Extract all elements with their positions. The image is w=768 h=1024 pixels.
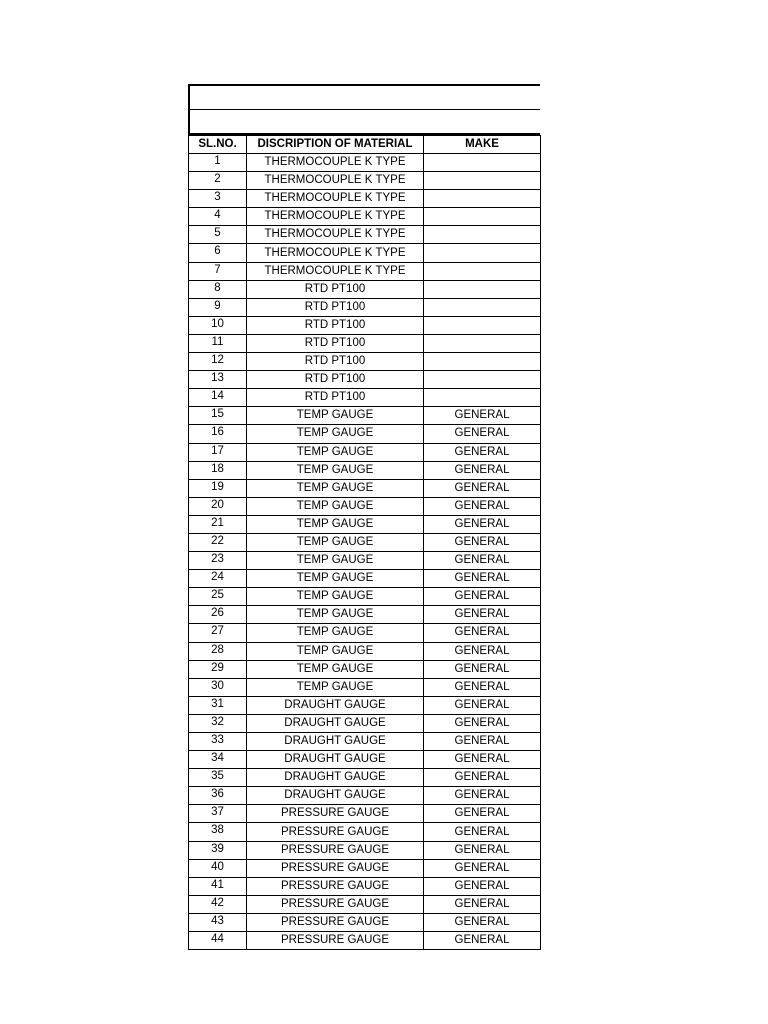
sl-no-cell: 29 — [189, 660, 247, 678]
sl-no-cell: 11 — [189, 334, 247, 352]
make-cell: GENERAL — [424, 515, 541, 533]
sl-no-cell: 39 — [189, 841, 247, 859]
table-body — [189, 154, 541, 950]
sl-no-cell: 17 — [189, 443, 247, 461]
sl-no-cell: 43 — [189, 913, 247, 931]
description-cell: PRESSURE GAUGE — [247, 841, 424, 859]
table-row — [189, 298, 541, 316]
make-cell: GENERAL — [424, 877, 541, 895]
make-cell — [424, 298, 541, 316]
table-row — [189, 642, 541, 660]
description-cell: PRESSURE GAUGE — [247, 932, 424, 950]
table-row — [189, 533, 541, 551]
make-cell — [424, 208, 541, 226]
sl-no-cell: 31 — [189, 696, 247, 714]
table-row — [189, 570, 541, 588]
table-row — [189, 389, 541, 407]
table-row — [189, 425, 541, 443]
description-cell: RTD PT100 — [247, 371, 424, 389]
sl-no-cell: 6 — [189, 244, 247, 262]
description-cell: DRAUGHT GAUGE — [247, 751, 424, 769]
sl-no-cell: 2 — [189, 172, 247, 190]
description-cell: DRAUGHT GAUGE — [247, 733, 424, 751]
make-cell: GENERAL — [424, 678, 541, 696]
table-row — [189, 407, 541, 425]
sl-no-cell: 10 — [189, 316, 247, 334]
make-cell: GENERAL — [424, 769, 541, 787]
sl-no-cell: 12 — [189, 353, 247, 371]
description-cell: TEMP GAUGE — [247, 588, 424, 606]
make-cell — [424, 334, 541, 352]
make-cell: GENERAL — [424, 859, 541, 877]
sl-no-cell: 9 — [189, 298, 247, 316]
table-row — [189, 172, 541, 190]
table-row — [189, 714, 541, 732]
sl-no-cell: 36 — [189, 787, 247, 805]
make-cell — [424, 353, 541, 371]
table-row — [189, 588, 541, 606]
sl-no-cell: 1 — [189, 154, 247, 172]
description-cell: PRESSURE GAUGE — [247, 805, 424, 823]
sl-no-cell: 14 — [189, 389, 247, 407]
description-cell: TEMP GAUGE — [247, 479, 424, 497]
make-cell: GENERAL — [424, 696, 541, 714]
table-row — [189, 353, 541, 371]
sl-no-cell: 19 — [189, 479, 247, 497]
description-cell: THERMOCOUPLE K TYPE — [247, 208, 424, 226]
make-cell: GENERAL — [424, 407, 541, 425]
table-row — [189, 678, 541, 696]
table-row — [189, 208, 541, 226]
description-cell: TEMP GAUGE — [247, 570, 424, 588]
description-cell: PRESSURE GAUGE — [247, 895, 424, 913]
sl-no-cell: 22 — [189, 533, 247, 551]
table-row — [189, 334, 541, 352]
sl-no-cell: 5 — [189, 226, 247, 244]
table-row — [189, 787, 541, 805]
column-header-description: DISCRIPTION OF MATERIAL — [247, 136, 424, 154]
table-row — [189, 497, 541, 515]
make-cell: GENERAL — [424, 733, 541, 751]
sl-no-cell: 21 — [189, 515, 247, 533]
sl-no-cell: 41 — [189, 877, 247, 895]
description-cell: TEMP GAUGE — [247, 678, 424, 696]
table-row — [189, 913, 541, 931]
material-sheet — [188, 84, 540, 950]
make-cell: GENERAL — [424, 895, 541, 913]
make-cell: GENERAL — [424, 823, 541, 841]
description-cell: TEMP GAUGE — [247, 624, 424, 642]
table-row — [189, 461, 541, 479]
table-row — [189, 841, 541, 859]
sl-no-cell: 33 — [189, 733, 247, 751]
sl-no-cell: 20 — [189, 497, 247, 515]
table-row — [189, 443, 541, 461]
description-cell: RTD PT100 — [247, 334, 424, 352]
sl-no-cell: 15 — [189, 407, 247, 425]
table-row — [189, 371, 541, 389]
table-row — [189, 190, 541, 208]
table-row — [189, 733, 541, 751]
make-cell — [424, 226, 541, 244]
make-cell — [424, 262, 541, 280]
sl-no-cell: 30 — [189, 678, 247, 696]
make-cell — [424, 172, 541, 190]
make-cell: GENERAL — [424, 660, 541, 678]
make-cell: GENERAL — [424, 642, 541, 660]
make-cell: GENERAL — [424, 714, 541, 732]
description-cell: RTD PT100 — [247, 298, 424, 316]
make-cell: GENERAL — [424, 461, 541, 479]
table-row — [189, 660, 541, 678]
table-row — [189, 552, 541, 570]
sl-no-cell: 27 — [189, 624, 247, 642]
sl-no-cell: 28 — [189, 642, 247, 660]
column-header-sl-no: SL.NO. — [189, 136, 247, 154]
description-cell: TEMP GAUGE — [247, 515, 424, 533]
make-cell: GENERAL — [424, 841, 541, 859]
table-row — [189, 859, 541, 877]
make-cell: GENERAL — [424, 570, 541, 588]
table-row — [189, 606, 541, 624]
sl-no-cell: 3 — [189, 190, 247, 208]
description-cell: RTD PT100 — [247, 389, 424, 407]
description-cell: TEMP GAUGE — [247, 606, 424, 624]
make-cell — [424, 389, 541, 407]
make-cell — [424, 316, 541, 334]
make-cell: GENERAL — [424, 497, 541, 515]
sl-no-cell: 42 — [189, 895, 247, 913]
description-cell: TEMP GAUGE — [247, 533, 424, 551]
material-table — [188, 135, 541, 950]
description-cell: TEMP GAUGE — [247, 497, 424, 515]
make-cell: GENERAL — [424, 533, 541, 551]
description-cell: DRAUGHT GAUGE — [247, 787, 424, 805]
description-cell: TEMP GAUGE — [247, 407, 424, 425]
sl-no-cell: 8 — [189, 280, 247, 298]
sl-no-cell: 23 — [189, 552, 247, 570]
description-cell: THERMOCOUPLE K TYPE — [247, 244, 424, 262]
make-cell — [424, 371, 541, 389]
sl-no-cell: 32 — [189, 714, 247, 732]
sheet-title-row-2 — [188, 110, 540, 135]
make-cell: GENERAL — [424, 443, 541, 461]
sl-no-cell: 40 — [189, 859, 247, 877]
sl-no-cell: 13 — [189, 371, 247, 389]
table-row — [189, 226, 541, 244]
table-row — [189, 823, 541, 841]
sheet-title-row-1 — [188, 84, 540, 110]
description-cell: TEMP GAUGE — [247, 443, 424, 461]
column-header-make: MAKE — [424, 136, 541, 154]
table-row — [189, 515, 541, 533]
make-cell — [424, 280, 541, 298]
sl-no-cell: 35 — [189, 769, 247, 787]
sl-no-cell: 34 — [189, 751, 247, 769]
sl-no-cell: 25 — [189, 588, 247, 606]
make-cell: GENERAL — [424, 552, 541, 570]
table-row — [189, 479, 541, 497]
make-cell — [424, 190, 541, 208]
make-cell: GENERAL — [424, 425, 541, 443]
make-cell: GENERAL — [424, 913, 541, 931]
sl-no-cell: 44 — [189, 932, 247, 950]
description-cell: DRAUGHT GAUGE — [247, 714, 424, 732]
make-cell — [424, 154, 541, 172]
table-row — [189, 244, 541, 262]
description-cell: THERMOCOUPLE K TYPE — [247, 190, 424, 208]
make-cell: GENERAL — [424, 479, 541, 497]
table-row — [189, 624, 541, 642]
table-row — [189, 751, 541, 769]
make-cell: GENERAL — [424, 606, 541, 624]
description-cell: PRESSURE GAUGE — [247, 877, 424, 895]
table-row — [189, 932, 541, 950]
sl-no-cell: 7 — [189, 262, 247, 280]
table-row — [189, 895, 541, 913]
table-row — [189, 696, 541, 714]
description-cell: THERMOCOUPLE K TYPE — [247, 172, 424, 190]
table-row — [189, 262, 541, 280]
description-cell: THERMOCOUPLE K TYPE — [247, 154, 424, 172]
description-cell: PRESSURE GAUGE — [247, 859, 424, 877]
description-cell: DRAUGHT GAUGE — [247, 769, 424, 787]
description-cell: RTD PT100 — [247, 353, 424, 371]
description-cell: TEMP GAUGE — [247, 660, 424, 678]
sl-no-cell: 18 — [189, 461, 247, 479]
table-row — [189, 154, 541, 172]
table-row — [189, 280, 541, 298]
sl-no-cell: 4 — [189, 208, 247, 226]
description-cell: THERMOCOUPLE K TYPE — [247, 262, 424, 280]
description-cell: PRESSURE GAUGE — [247, 823, 424, 841]
description-cell: PRESSURE GAUGE — [247, 913, 424, 931]
make-cell — [424, 244, 541, 262]
make-cell: GENERAL — [424, 624, 541, 642]
description-cell: TEMP GAUGE — [247, 642, 424, 660]
make-cell: GENERAL — [424, 787, 541, 805]
description-cell: THERMOCOUPLE K TYPE — [247, 226, 424, 244]
sl-no-cell: 16 — [189, 425, 247, 443]
sl-no-cell: 24 — [189, 570, 247, 588]
sl-no-cell: 38 — [189, 823, 247, 841]
description-cell: RTD PT100 — [247, 316, 424, 334]
table-row — [189, 316, 541, 334]
description-cell: TEMP GAUGE — [247, 425, 424, 443]
table-row — [189, 877, 541, 895]
description-cell: TEMP GAUGE — [247, 461, 424, 479]
make-cell: GENERAL — [424, 805, 541, 823]
make-cell: GENERAL — [424, 932, 541, 950]
description-cell: TEMP GAUGE — [247, 552, 424, 570]
table-row — [189, 805, 541, 823]
make-cell: GENERAL — [424, 751, 541, 769]
description-cell: RTD PT100 — [247, 280, 424, 298]
make-cell: GENERAL — [424, 588, 541, 606]
description-cell: DRAUGHT GAUGE — [247, 696, 424, 714]
table-header-row — [189, 136, 541, 154]
sl-no-cell: 37 — [189, 805, 247, 823]
sl-no-cell: 26 — [189, 606, 247, 624]
table-row — [189, 769, 541, 787]
